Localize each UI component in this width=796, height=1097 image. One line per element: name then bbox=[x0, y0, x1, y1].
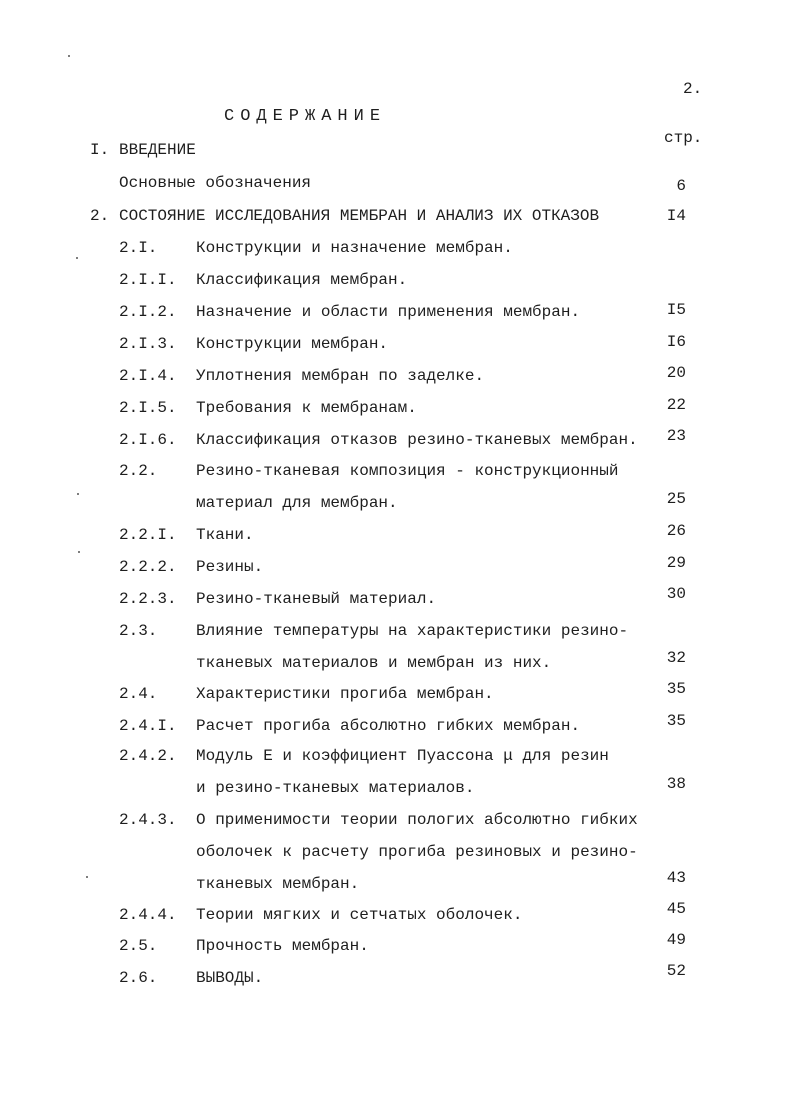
toc-entry-page: 35 bbox=[666, 712, 686, 730]
toc-entry-title: ВЫВОДЫ. bbox=[196, 969, 264, 987]
toc-entry-title: Характеристики прогиба мембран. bbox=[196, 685, 494, 703]
toc-entry-page: 23 bbox=[666, 427, 686, 445]
toc-entry-page: 25 bbox=[666, 490, 686, 508]
toc-entry-number: 2.5. bbox=[119, 937, 158, 955]
toc-entry-number: 2.I.5. bbox=[119, 399, 177, 417]
toc-entry-page: 45 bbox=[666, 900, 686, 918]
toc-entry-number: 2.2.I. bbox=[119, 526, 177, 544]
toc-entry-title: Классификация отказов резино-тканевых мембран. bbox=[196, 431, 638, 449]
toc-entry-number: 2.4.4. bbox=[119, 906, 177, 924]
toc-entry-title: Влияние температуры на характеристики резино- bbox=[196, 622, 629, 640]
toc-entry-title-continued: тканевых мембран. bbox=[196, 875, 360, 893]
toc-entry-number: 2.I.I. bbox=[119, 271, 177, 289]
toc-entry-title-continued: материал для мембран. bbox=[196, 494, 398, 512]
toc-entry-title: Модуль Е и коэффициент Пуассона μ для резин bbox=[196, 747, 609, 765]
toc-entry-page: 49 bbox=[666, 931, 686, 949]
toc-entry-title: СОСТОЯНИЕ ИССЛЕДОВАНИЯ МЕМБРАН И АНАЛИЗ ИХ ОТКАЗОВ bbox=[119, 207, 600, 225]
toc-entry-page: 30 bbox=[666, 585, 686, 603]
toc-entry-number: 2.4.2. bbox=[119, 747, 177, 765]
toc-entry-page: I6 bbox=[666, 333, 686, 351]
toc-entry-page: 29 bbox=[666, 554, 686, 572]
toc-entry-title: Требования к мембранам. bbox=[196, 399, 417, 417]
toc-entry-page: 52 bbox=[666, 962, 686, 980]
toc-entry-title: Прочность мембран. bbox=[196, 937, 369, 955]
toc-entry-title: Конструкции мембран. bbox=[196, 335, 389, 353]
toc-entry-number: 2.4.3. bbox=[119, 811, 177, 829]
toc-entry-number: 2.I. bbox=[119, 239, 158, 257]
toc-entry-number: 2.2. bbox=[119, 462, 158, 480]
toc-entry-title-continued: и резино-тканевых материалов. bbox=[196, 779, 475, 797]
scan-speck bbox=[86, 876, 88, 878]
toc-entry-page: 6 bbox=[676, 177, 686, 195]
page-title: СОДЕРЖАНИЕ bbox=[224, 107, 387, 126]
toc-entry-page: I4 bbox=[666, 207, 686, 225]
toc-entry-number: I. bbox=[90, 141, 110, 159]
toc-entry-number: 2. bbox=[90, 207, 110, 225]
scan-speck bbox=[68, 55, 70, 57]
toc-entry-page: 20 bbox=[666, 364, 686, 382]
toc-entry-page: 22 bbox=[666, 396, 686, 414]
toc-entry-page: 32 bbox=[666, 649, 686, 667]
toc-entry-number: 2.4. bbox=[119, 685, 158, 703]
toc-entry-page: 38 bbox=[666, 775, 686, 793]
toc-entry-title: Резино-тканевая композиция - конструкционный bbox=[196, 462, 619, 480]
toc-entry-title: Уплотнения мембран по заделке. bbox=[196, 367, 485, 385]
toc-entry-page: 35 bbox=[666, 680, 686, 698]
toc-entry-title: Основные обозначения bbox=[119, 174, 312, 192]
toc-entry-number: 2.6. bbox=[119, 969, 158, 987]
toc-entry-number: 2.I.3. bbox=[119, 335, 177, 353]
toc-entry-title: Назначение и области применения мембран. bbox=[196, 303, 581, 321]
toc-entry-page: I5 bbox=[666, 301, 686, 319]
toc-entry-title: ВВЕДЕНИЕ bbox=[119, 141, 196, 159]
toc-entry-number: 2.I.4. bbox=[119, 367, 177, 385]
toc-entry-title: Классификация мембран. bbox=[196, 271, 408, 289]
toc-entry-page: 43 bbox=[666, 869, 686, 887]
scan-speck bbox=[76, 257, 78, 259]
toc-entry-title: Конструкции и назначение мембран. bbox=[196, 239, 513, 257]
page-number: 2. bbox=[683, 80, 703, 98]
toc-entry-title: Теории мягких и сетчатых оболочек. bbox=[196, 906, 523, 924]
toc-entry-title-continued: тканевых материалов и мембран из них. bbox=[196, 654, 552, 672]
scan-speck bbox=[78, 551, 80, 553]
toc-entry-page: 26 bbox=[666, 522, 686, 540]
toc-entry-title-continued: оболочек к расчету прогиба резиновых и резино- bbox=[196, 843, 638, 861]
scan-speck bbox=[77, 493, 79, 495]
toc-entry-title: Резины. bbox=[196, 558, 264, 576]
toc-entry-number: 2.3. bbox=[119, 622, 158, 640]
toc-entry-number: 2.I.2. bbox=[119, 303, 177, 321]
toc-entry-title: Ткани. bbox=[196, 526, 254, 544]
toc-entry-number: 2.I.6. bbox=[119, 431, 177, 449]
toc-entry-number: 2.2.3. bbox=[119, 590, 177, 608]
toc-entry-number: 2.2.2. bbox=[119, 558, 177, 576]
toc-entry-title: Расчет прогиба абсолютно гибких мембран. bbox=[196, 717, 581, 735]
toc-entry-title: О применимости теории пологих абсолютно гибких bbox=[196, 811, 638, 829]
toc-entry-title: Резино-тканевый материал. bbox=[196, 590, 437, 608]
toc-entry-number: 2.4.I. bbox=[119, 717, 177, 735]
page-column-label: стр. bbox=[664, 129, 703, 147]
